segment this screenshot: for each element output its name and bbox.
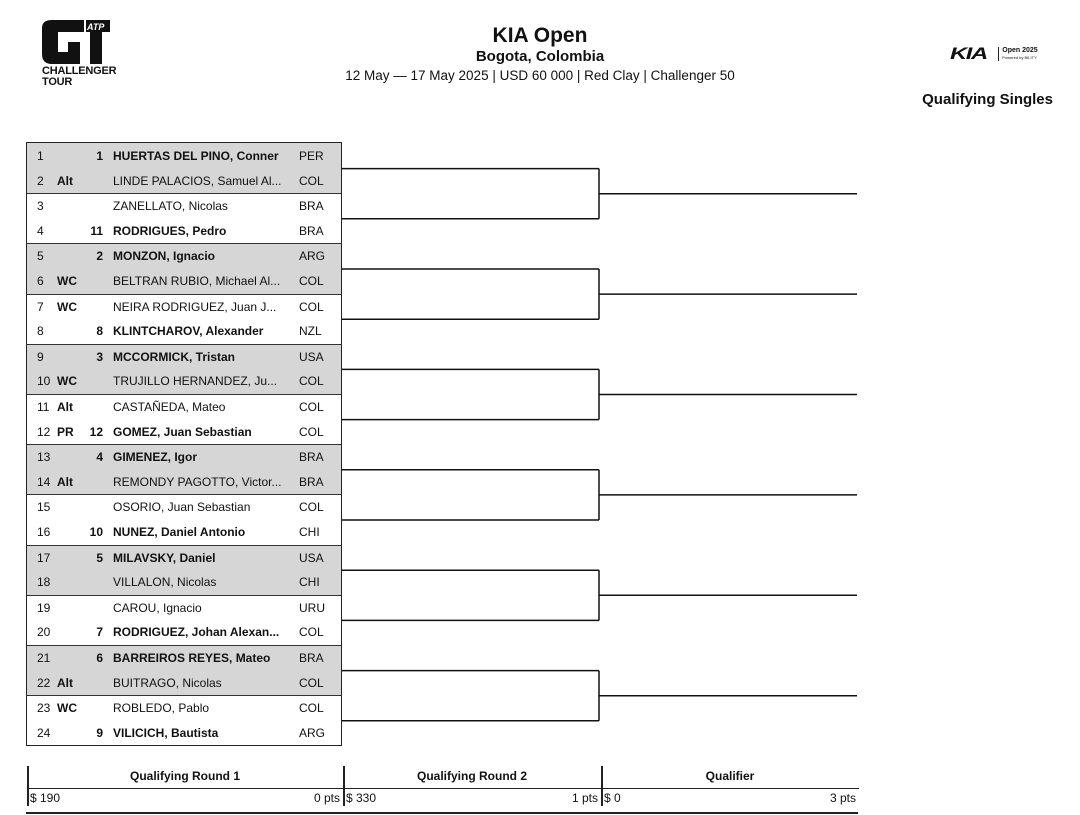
player-nationality: URU bbox=[299, 600, 325, 615]
round-name: Qualifier bbox=[705, 769, 755, 783]
tournament-info: 12 May — 17 May 2025 | USD 60 000 | Red Clay | Challenger 50 bbox=[345, 68, 735, 83]
player-nationality: COL bbox=[299, 625, 324, 640]
round-footer-column bbox=[601, 766, 859, 806]
player-nationality: BRA bbox=[299, 650, 324, 665]
player-nationality: ARG bbox=[299, 249, 326, 264]
draw-position: 22 bbox=[37, 675, 51, 690]
draw-row bbox=[27, 193, 341, 218]
player-nationality: NZL bbox=[299, 324, 322, 339]
player-name: RODRIGUES, Pedro bbox=[113, 223, 227, 238]
player-name: KLINTCHAROV, Alexander bbox=[113, 324, 264, 339]
entry-type: WC bbox=[57, 274, 77, 289]
draw-row bbox=[27, 319, 341, 344]
seed-number: 7 bbox=[96, 625, 103, 640]
player-nationality: COL bbox=[299, 399, 324, 414]
draw-position: 17 bbox=[37, 550, 51, 565]
draw-row bbox=[27, 243, 341, 268]
player-name: LINDE PALACIOS, Samuel Al... bbox=[113, 173, 282, 188]
player-nationality: PER bbox=[299, 148, 324, 163]
kia-logo-sub-title: Open 2025 bbox=[1002, 47, 1038, 54]
bottom-rule bbox=[26, 812, 858, 814]
round-footer-column bbox=[27, 766, 343, 806]
seed-number: 8 bbox=[96, 324, 103, 339]
player-name: GIMENEZ, Igor bbox=[113, 450, 197, 465]
round-points: 0 pts bbox=[313, 791, 340, 805]
draw-row bbox=[27, 570, 341, 595]
player-name: MILAVSKY, Daniel bbox=[113, 550, 216, 565]
player-nationality: CHI bbox=[299, 575, 320, 590]
player-nationality: CHI bbox=[299, 524, 320, 539]
seed-number: 5 bbox=[96, 550, 103, 565]
player-nationality: BRA bbox=[299, 223, 324, 238]
draw-position: 8 bbox=[37, 324, 44, 339]
player-nationality: COL bbox=[299, 424, 324, 439]
kia-logo-sub-powered: Powered by BILITY bbox=[1002, 55, 1037, 60]
seed-number: 9 bbox=[96, 725, 103, 740]
kia-open-logo bbox=[950, 44, 1038, 64]
draw-row bbox=[27, 670, 341, 695]
round-footer-column bbox=[343, 766, 601, 806]
draw-row bbox=[27, 494, 341, 519]
draw-row bbox=[27, 419, 341, 444]
draw-position: 16 bbox=[37, 524, 51, 539]
draw-position: 23 bbox=[37, 701, 51, 716]
footer-divider bbox=[601, 766, 603, 806]
draw-row bbox=[27, 469, 341, 494]
entry-type: WC bbox=[57, 701, 77, 716]
draw-position: 24 bbox=[37, 725, 51, 740]
draw-position: 4 bbox=[37, 223, 44, 238]
player-name: BARREIROS REYES, Mateo bbox=[113, 650, 271, 665]
round-points: 3 pts bbox=[829, 791, 856, 805]
player-name: CAROU, Ignacio bbox=[113, 600, 202, 615]
draw-table bbox=[26, 142, 342, 746]
kia-logo-word: KIA bbox=[950, 44, 987, 63]
draw-position: 9 bbox=[37, 349, 44, 364]
player-name: MCCORMICK, Tristan bbox=[113, 349, 236, 364]
draw-row bbox=[27, 168, 341, 193]
draw-row bbox=[27, 545, 341, 570]
round-prize-money: $ 330 bbox=[346, 791, 377, 805]
draw-row bbox=[27, 620, 341, 645]
entry-type: WC bbox=[57, 299, 77, 314]
draw-position: 19 bbox=[37, 600, 51, 615]
entry-type: Alt bbox=[57, 474, 73, 489]
player-nationality: USA bbox=[299, 349, 324, 364]
draw-row bbox=[27, 294, 341, 319]
draw-position: 20 bbox=[37, 625, 51, 640]
draw-row bbox=[27, 444, 341, 469]
draw-row bbox=[27, 519, 341, 544]
draw-row bbox=[27, 143, 341, 168]
player-name: VILLALON, Nicolas bbox=[113, 575, 217, 590]
player-name: CASTAÑEDA, Mateo bbox=[113, 399, 226, 414]
round-points: 1 pts bbox=[571, 791, 598, 805]
draw-row bbox=[27, 595, 341, 620]
draw-row bbox=[27, 645, 341, 670]
draw-row bbox=[27, 218, 341, 243]
player-name: NEIRA RODRIGUEZ, Juan J... bbox=[113, 299, 277, 314]
seed-number: 10 bbox=[89, 524, 103, 539]
player-nationality: BRA bbox=[299, 474, 324, 489]
draw-row bbox=[27, 369, 341, 394]
player-name: REMONDY PAGOTTO, Victor... bbox=[113, 474, 282, 489]
atp-badge: ATP bbox=[87, 22, 105, 32]
player-name: NUNEZ, Daniel Antonio bbox=[113, 524, 246, 539]
player-nationality: COL bbox=[299, 675, 324, 690]
player-name: BUITRAGO, Nicolas bbox=[113, 675, 222, 690]
round-prize-money: $ 190 bbox=[30, 791, 61, 805]
draw-position: 14 bbox=[37, 474, 51, 489]
draw-position: 2 bbox=[37, 173, 44, 188]
player-name: HUERTAS DEL PINO, Conner bbox=[113, 148, 279, 163]
seed-number: 11 bbox=[90, 223, 103, 238]
player-nationality: BRA bbox=[299, 450, 324, 465]
player-nationality: ARG bbox=[299, 725, 326, 740]
round-footer bbox=[27, 766, 859, 810]
player-name: GOMEZ, Juan Sebastian bbox=[113, 424, 252, 439]
footer-divider bbox=[27, 766, 29, 806]
player-name: TRUJILLO HERNANDEZ, Ju... bbox=[113, 374, 278, 389]
player-nationality: COL bbox=[299, 299, 324, 314]
draw-position: 15 bbox=[37, 500, 51, 515]
seed-number: 6 bbox=[96, 650, 103, 665]
draw-row bbox=[27, 695, 341, 720]
seed-number: 2 bbox=[96, 249, 103, 264]
entry-type: Alt bbox=[57, 399, 73, 414]
seed-number: 4 bbox=[96, 450, 103, 465]
player-name: ZANELLATO, Nicolas bbox=[113, 199, 228, 214]
draw-position: 6 bbox=[37, 274, 44, 289]
round-name: Qualifying Round 1 bbox=[130, 769, 240, 783]
seed-number: 3 bbox=[96, 349, 103, 364]
player-name: MONZON, Ignacio bbox=[113, 249, 215, 264]
round-prize-money: $ 0 bbox=[604, 791, 621, 805]
draw-row bbox=[27, 394, 341, 419]
player-name: RODRIGUEZ, Johan Alexan... bbox=[113, 625, 280, 640]
draw-position: 7 bbox=[37, 299, 44, 314]
player-nationality: COL bbox=[299, 374, 324, 389]
draw-type-title: Qualifying Singles bbox=[922, 91, 1053, 108]
tournament-header bbox=[0, 24, 1080, 85]
player-name: OSORIO, Juan Sebastian bbox=[113, 500, 251, 515]
draw-position: 12 bbox=[37, 424, 51, 439]
seed-number: 1 bbox=[96, 148, 103, 163]
draw-position: 13 bbox=[37, 450, 51, 465]
player-nationality: COL bbox=[299, 173, 324, 188]
player-nationality: USA bbox=[299, 550, 324, 565]
entry-type: WC bbox=[57, 374, 77, 389]
draw-position: 3 bbox=[37, 199, 44, 214]
logo-text-challenger: CHALLENGER bbox=[42, 65, 117, 77]
tournament-location: Bogota, Colombia bbox=[475, 48, 605, 65]
draw-position: 21 bbox=[37, 650, 51, 665]
draw-position: 11 bbox=[37, 399, 50, 414]
draw-row bbox=[27, 720, 341, 745]
player-nationality: COL bbox=[299, 701, 324, 716]
footer-divider bbox=[343, 766, 345, 806]
draw-row bbox=[27, 268, 341, 293]
draw-position: 5 bbox=[37, 249, 44, 264]
logo-text-tour: TOUR bbox=[42, 76, 73, 88]
entry-type: Alt bbox=[57, 173, 73, 188]
draw-position: 10 bbox=[37, 374, 51, 389]
player-name: BELTRAN RUBIO, Michael Al... bbox=[113, 274, 281, 289]
player-name: ROBLEDO, Pablo bbox=[113, 701, 210, 716]
player-name: VILICICH, Bautista bbox=[113, 725, 219, 740]
entry-type: Alt bbox=[57, 675, 73, 690]
player-nationality: BRA bbox=[299, 199, 324, 214]
entry-type: PR bbox=[57, 424, 74, 439]
round-name: Qualifying Round 2 bbox=[417, 769, 527, 783]
draw-row bbox=[27, 344, 341, 369]
player-nationality: COL bbox=[299, 500, 324, 515]
draw-position: 18 bbox=[37, 575, 51, 590]
tournament-name: KIA Open bbox=[492, 24, 588, 47]
player-nationality: COL bbox=[299, 274, 324, 289]
draw-position: 1 bbox=[37, 148, 44, 163]
seed-number: 12 bbox=[89, 424, 103, 439]
footer-header-rule bbox=[27, 788, 859, 789]
